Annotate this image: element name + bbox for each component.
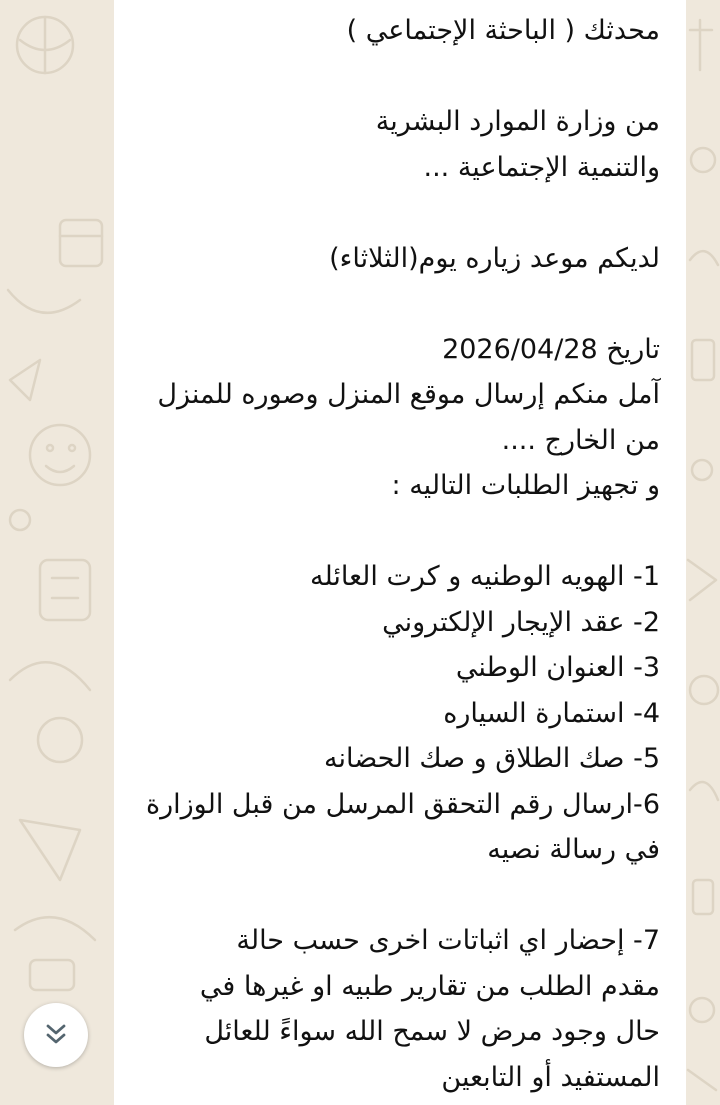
- message-line: حال وجود مرض لا سمح الله سواءً للعائل: [204, 1016, 660, 1047]
- message-line: [134, 54, 660, 100]
- message-line: [134, 873, 660, 919]
- message-text: [134, 8, 660, 1100]
- message-line: المستفيد أو التابعين: [441, 1061, 660, 1093]
- message-line: 7- إحضار اي اثباتات اخرى حسب حالة: [236, 925, 660, 956]
- message-line: 5- صك الطلاق و صك الحضانه: [324, 743, 660, 774]
- message-line: و تجهيز الطلبات التاليه :: [391, 470, 660, 501]
- message-line: مقدم الطلب من تقارير طبيه او غيرها في: [199, 970, 660, 1002]
- message-line: والتنمية الإجتماعية ...: [423, 151, 660, 183]
- message-line: 2- عقد الإيجار الإلكتروني: [382, 606, 660, 638]
- message-line: محدثك ( الباحثة الإجتماعي ): [346, 15, 660, 46]
- message-line: [134, 281, 660, 327]
- message-line: 3- العنوان الوطني: [455, 652, 660, 683]
- message-line: 6-ارسال رقم التحقق المرسل من قبل الوزارة: [145, 788, 660, 820]
- scroll-to-bottom-button[interactable]: [24, 1003, 88, 1067]
- message-bubble[interactable]: [114, 0, 686, 1105]
- message-line: 1- الهويه الوطنيه و كرت العائله: [309, 561, 660, 592]
- message-line: [134, 509, 660, 555]
- message-line: آمل منكم إرسال موقع المنزل وصوره للمنزل: [157, 379, 660, 410]
- message-line: من الخارج ....: [501, 424, 660, 456]
- message-line: في رسالة نصيه: [487, 834, 660, 865]
- message-line: تاريخ 2026/04/28: [442, 333, 660, 365]
- message-line: لديكم موعد زياره يوم(الثلاثاء): [329, 242, 660, 274]
- message-line: [134, 190, 660, 236]
- double-chevron-down-icon: [41, 1020, 71, 1050]
- message-line: 4- استمارة السياره: [443, 697, 660, 729]
- message-line: من وزارة الموارد البشرية: [375, 106, 660, 137]
